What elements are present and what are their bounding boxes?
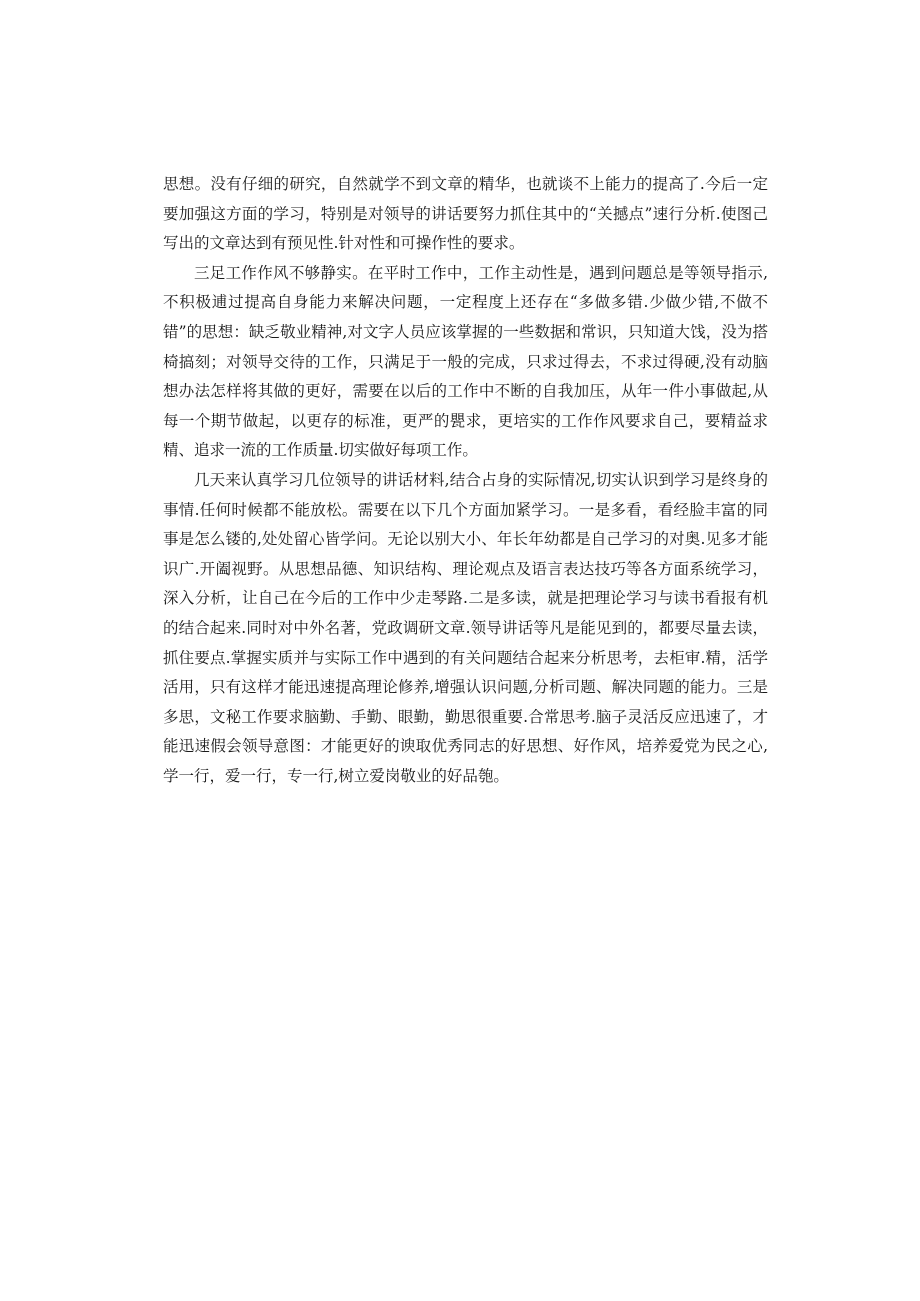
paragraph-1: 思想。没有仔细的研究，自然就学不到文章的精华，也就谈不上能力的提高了.今后一定要加强这方面的学习，特别是对领导的讲话要努力抓住其中的“关撼点”速行分析.使图己写出的文章达到有预见性.针对性和可操作性的要求。 — [163, 175, 768, 253]
document-body — [163, 170, 768, 791]
paragraph-2: 三足工作作风不够静实。在平时工作中，工作主动性是，遇到问题总是等领导指示,不积极逋过提高自身能力来解决问题，一定程度上还存在“多做多错.少做少错,不做不错”的思想：缺乏敬业精神,对文字人员应该掌握的一些数据和常识，只知道大饯，没为搭椅搞刻；对领导交待的工作，只满足于一般的完成，只求过得去，不求过得硬,没有动脑想办法怎样将其做的更好，需要在以后的工作中不断的自我加压，从年一件小事做起,从每一个期节做起，以更存的标准，更严的甖求，更培实的工作作风要求自己，要精益求精、追求一流的工作质量.切实做好每项工作。 — [163, 263, 768, 460]
paragraph-3: 几天来认真学习几位领导的讲话材料,结合占身的实际情况,切实认识到学习是终身的事情.任何时候都不能放松。需要在以下几个方面加紧学习。一是多看，看经脸丰富的同事是怎么镂的,处处留心皆学问。无论以别大小、年长年幼都是自己学习的对奥.见多才能识广.开阖视野。从思想品德、知识结构、理论观点及语言表达技巧等各方面系统学习，深入分析，让自己在今后的工作中少走琴路.二是多读，就是把理论学习与读书看报有机的结合起来.同时对中外名著，党政调研文章.领导讲话等凡是能见到的，都要尽量去读，抓住要点.掌握实质并与实际工作中遇到的有关问题结合起来分析思考，去柜审.精，活学活用，只有这样才能迅速提高理论修养,增强认识问题,分析司题、解决同题的能力。三是多思，文秘工作要求脑勤、手勤、眼勤，勤思很重要.合常思考.脑子灵活反应迅速了，才能迅速假会领导意图：才能更好的谀取优秀同志的好思想、好作风，培养爱党为民之心,学一行，爱一行，专一行,树立爱岗敬业的好品匏。 — [163, 470, 768, 785]
